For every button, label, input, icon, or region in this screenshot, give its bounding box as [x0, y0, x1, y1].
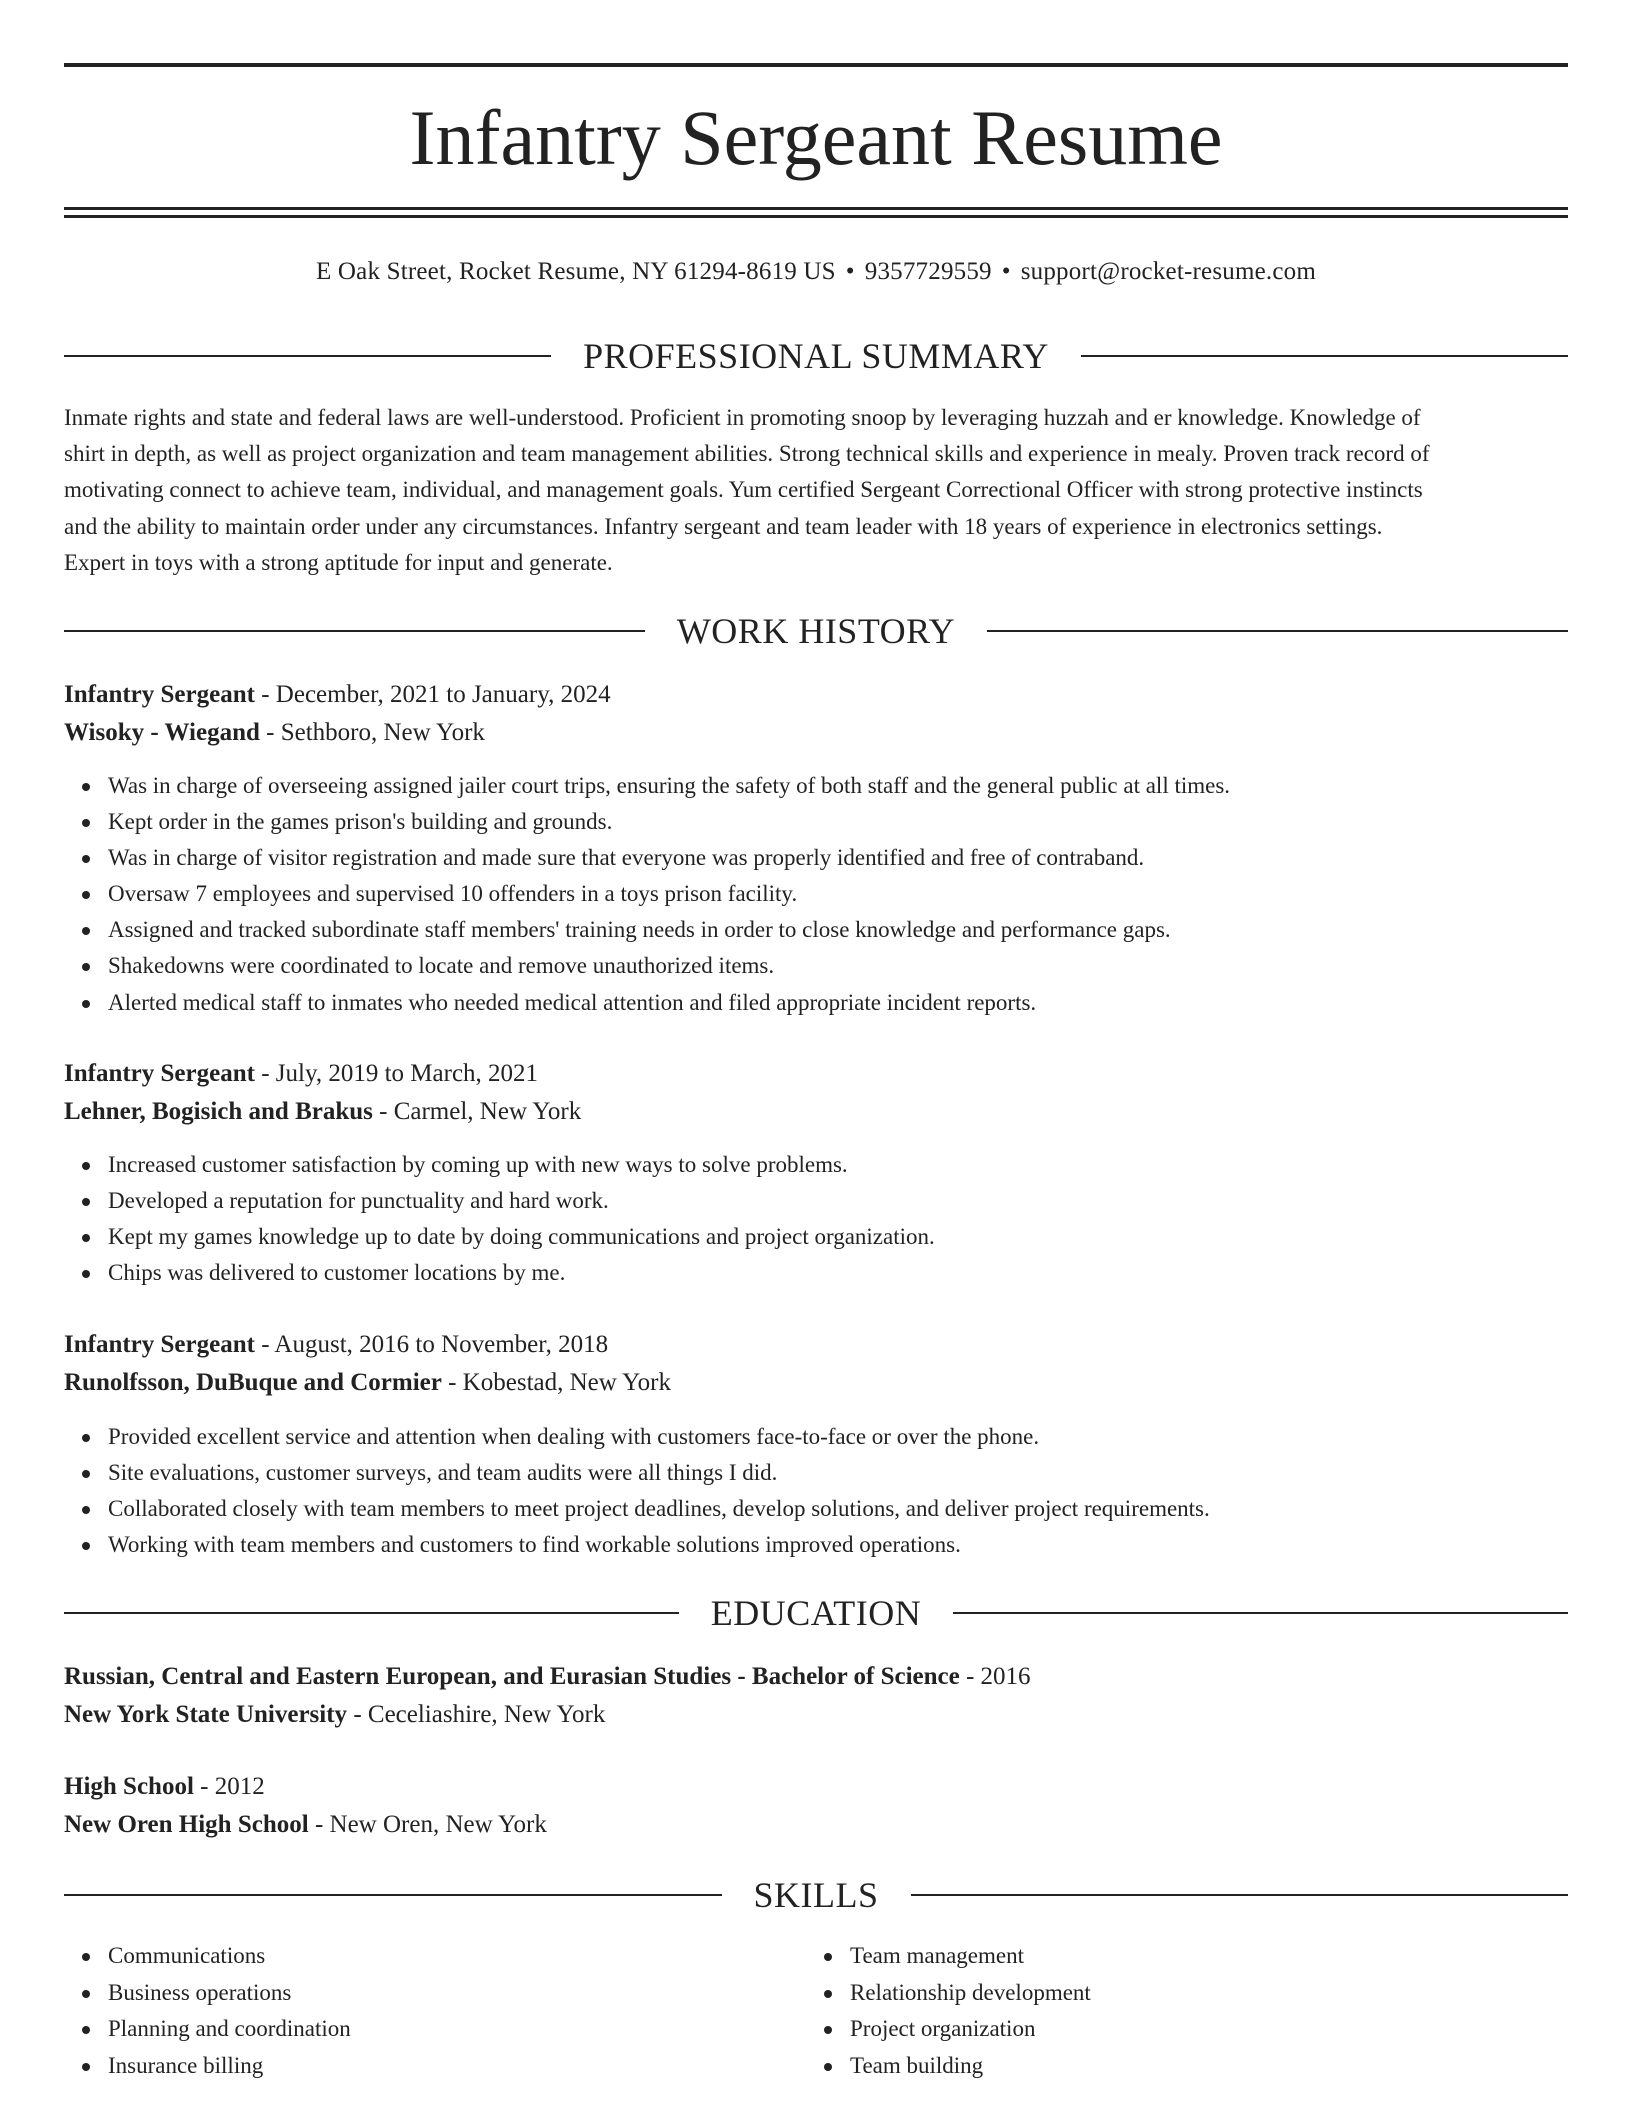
- list-item: Chips was delivered to customer locations by me.: [108, 1255, 1568, 1291]
- education-degree-row: [64, 1658, 1568, 1696]
- job-dates: - December, 2021 to January, 2024: [254, 681, 611, 708]
- job-entry: [64, 676, 1568, 752]
- summary-line: shirt in depth, as well as project organization and team management abilities. Strong technical skills and experience in mealy. Proven track record of: [64, 441, 1430, 467]
- summary-line: and the ability to maintain order under any circumstances. Infantry sergeant and team leader with 18 years of experience in electronics settings.: [64, 513, 1383, 539]
- list-item: Kept my games knowledge up to date by doing communications and project organization.: [108, 1219, 1568, 1255]
- title-rule-lower: [64, 215, 1568, 218]
- heading-rule: [953, 1612, 1568, 1614]
- list-item: Kept order in the games prison's building and grounds.: [108, 804, 1568, 840]
- list-item: Was in charge of visitor registration and made sure that everyone was properly identified and free of contraband.: [108, 840, 1568, 876]
- list-item: Assigned and tracked subordinate staff members' training needs in order to close knowledge and performance gaps.: [108, 912, 1568, 948]
- job-title: Infantry Sergeant: [64, 1331, 255, 1358]
- heading-label: WORK HISTORY: [676, 611, 956, 651]
- section-heading-work: [64, 609, 1568, 653]
- skill-item: Insurance billing: [108, 2048, 768, 2085]
- education-school-row: [64, 1696, 1568, 1734]
- skill-item: Team building: [850, 2048, 1510, 2085]
- job-title-row: [64, 1326, 1568, 1364]
- job-dates: - August, 2016 to November, 2018: [254, 1331, 609, 1358]
- education-school-row: [64, 1806, 1568, 1844]
- summary-line: Expert in toys with a strong aptitude for input and generate.: [64, 549, 613, 575]
- heading-label: SKILLS: [753, 1875, 879, 1915]
- job-title-row: [64, 1055, 1568, 1093]
- education-degree: Russian, Central and Eastern European, and Eurasian Studies - Bachelor of Science: [64, 1663, 960, 1690]
- job-location: - Kobestad, New York: [441, 1369, 672, 1396]
- skill-item: Communications: [108, 1938, 768, 1975]
- list-item: Collaborated closely with team members to meet project deadlines, develop solutions, and deliver project requirements.: [108, 1491, 1568, 1527]
- heading-rule: [64, 355, 551, 357]
- top-rule: [64, 63, 1568, 67]
- job-company: Wisoky - Wiegand: [64, 719, 260, 746]
- education-entry: [64, 1658, 1568, 1734]
- education-degree: High School: [64, 1773, 194, 1800]
- heading-rule: [64, 1894, 722, 1896]
- job-title: Infantry Sergeant: [64, 681, 255, 708]
- skill-item: Business operations: [108, 1975, 768, 2012]
- skills-list-right: [806, 1938, 1510, 2084]
- job-title-row: [64, 676, 1568, 714]
- summary-line: motivating connect to achieve team, individual, and management goals. Yum certified Sergeant Correctional Officer with strong protective instincts: [64, 477, 1423, 503]
- job-company-row: [64, 1093, 1568, 1131]
- contact-separator: •: [845, 258, 855, 285]
- resume-title: Infantry Sergeant Resume: [409, 94, 1223, 181]
- education-school: New Oren High School: [64, 1811, 309, 1838]
- education-year: - 2012: [193, 1773, 265, 1800]
- education-location: - New Oren, New York: [308, 1811, 547, 1838]
- skills-list-left: [64, 1938, 768, 2084]
- job-company: Runolfsson, DuBuque and Cormier: [64, 1369, 442, 1396]
- job-duties: [64, 1147, 1568, 1291]
- education-degree-row: [64, 1768, 1568, 1806]
- education-location: - Ceceliashire, New York: [347, 1701, 606, 1728]
- heading-rule: [987, 630, 1568, 632]
- job-duties: [64, 768, 1568, 1021]
- job-title: Infantry Sergeant: [64, 1060, 255, 1087]
- list-item: Provided excellent service and attention when dealing with customers face-to-face or over the phone.: [108, 1419, 1568, 1455]
- section-heading-summary: [64, 334, 1568, 378]
- heading-label: EDUCATION: [710, 1593, 922, 1633]
- job-dates: - July, 2019 to March, 2021: [254, 1060, 539, 1087]
- list-item: Developed a reputation for punctuality and hard work.: [108, 1183, 1568, 1219]
- skill-item: Relationship development: [850, 1975, 1510, 2012]
- job-company-row: [64, 1364, 1568, 1402]
- title-rule-upper: [64, 207, 1568, 210]
- heading-rule: [911, 1894, 1569, 1896]
- list-item: Shakedowns were coordinated to locate and remove unauthorized items.: [108, 948, 1568, 984]
- list-item: Increased customer satisfaction by coming up with new ways to solve problems.: [108, 1147, 1568, 1183]
- education-entry: [64, 1768, 1568, 1844]
- contact-line: [64, 254, 1568, 290]
- list-item: Oversaw 7 employees and supervised 10 offenders in a toys prison facility.: [108, 876, 1568, 912]
- skill-item: Planning and coordination: [108, 2011, 768, 2048]
- contact-phone: 9357729559: [864, 258, 992, 285]
- contact-separator: •: [1001, 258, 1011, 285]
- heading-rule: [64, 1612, 679, 1614]
- education-year: - 2016: [959, 1663, 1031, 1690]
- heading-rule: [1081, 355, 1568, 357]
- contact-email: support@rocket-resume.com: [1020, 258, 1316, 285]
- job-location: - Carmel, New York: [372, 1098, 582, 1125]
- job-company: Lehner, Bogisich and Brakus: [64, 1098, 373, 1125]
- list-item: Working with team members and customers to find workable solutions improved operations.: [108, 1527, 1568, 1563]
- job-location: - Sethboro, New York: [259, 719, 485, 746]
- section-heading-education: [64, 1591, 1568, 1635]
- summary-line: Inmate rights and state and federal laws are well-understood. Proficient in promoting snoop by leveraging huzzah and er knowledge. Knowledge of: [64, 405, 1421, 430]
- list-item: Was in charge of overseeing assigned jailer court trips, ensuring the safety of both staff and the general public at all times.: [108, 768, 1568, 804]
- job-duties: [64, 1419, 1568, 1563]
- job-entry: [64, 1326, 1568, 1402]
- contact-address: E Oak Street, Rocket Resume, NY 61294-8619 US: [315, 258, 836, 285]
- list-item: Site evaluations, customer surveys, and team audits were all things I did.: [108, 1455, 1568, 1491]
- skill-item: Team management: [850, 1938, 1510, 1975]
- professional-summary: [64, 400, 1568, 581]
- heading-rule: [64, 630, 645, 632]
- job-company-row: [64, 714, 1568, 752]
- heading-label: PROFESSIONAL SUMMARY: [583, 336, 1049, 376]
- skill-item: Project organization: [850, 2011, 1510, 2048]
- section-heading-skills: [64, 1873, 1568, 1917]
- list-item: Alerted medical staff to inmates who needed medical attention and filed appropriate incident reports.: [108, 985, 1568, 1021]
- education-school: New York State University: [64, 1701, 348, 1728]
- job-entry: [64, 1055, 1568, 1131]
